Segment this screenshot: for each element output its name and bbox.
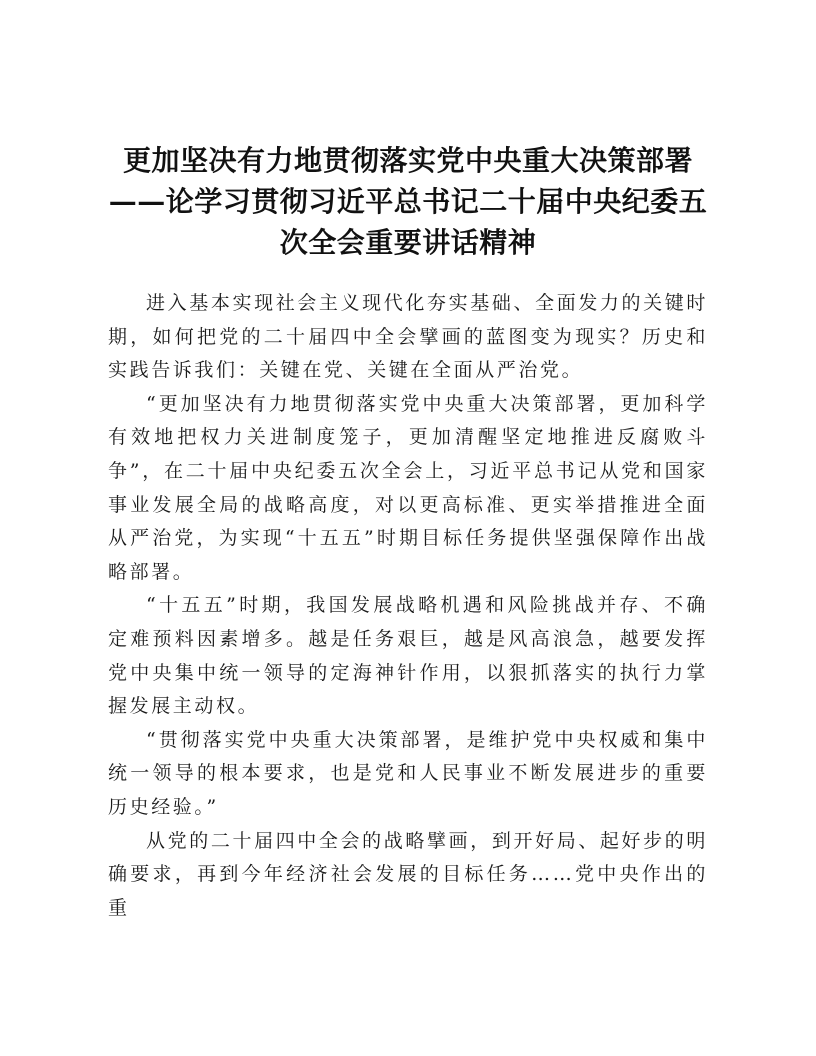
paragraph-3: “十五五”时期，我国发展战略机遇和风险挑战并存、不确定难预料因素增多。越是任务艰巨，越是风高浪急，越要发挥党中央集中统一领导的定海神针作用，以狠抓落实的执行力掌握发展主动权。 [108, 594, 708, 718]
document-title: 更加坚决有力地贯彻落实党中央重大决策部署——论学习贯彻习近平总书记二十届中央纪委五次全会重要讲话精神 [108, 144, 708, 259]
paragraph-4: “贯彻落实党中央重大决策部署，是维护党中央权威和集中统一领导的根本要求，也是党和人民事业不断发展进步的重要历史经验。” [108, 728, 708, 818]
paragraph-1: 进入基本实现社会主义现代化夯实基础、全面发力的关键时期，如何把党的二十届四中全会擘画的蓝图变为现实？历史和实践告诉我们：关键在党、关键在全面从严治党。 [108, 292, 708, 382]
document-body [108, 287, 708, 925]
paragraph-5: 从党的二十届四中全会的战略擘画，到开好局、起好步的明确要求，再到今年经济社会发展的目标任务……党中央作出的重 [108, 829, 708, 919]
paragraph-2: “更加坚决有力地贯彻落实党中央重大决策部署，更加科学有效地把权力关进制度笼子，更加清醒坚定地推进反腐败斗争”，在二十届中央纪委五次全会上，习近平总书记从党和国家事业发展全局的战略高度，对以更高标准、更实举措推进全面从严治党，为实现“十五五”时期目标任务提供坚强保障作出战略部署。 [108, 392, 708, 583]
